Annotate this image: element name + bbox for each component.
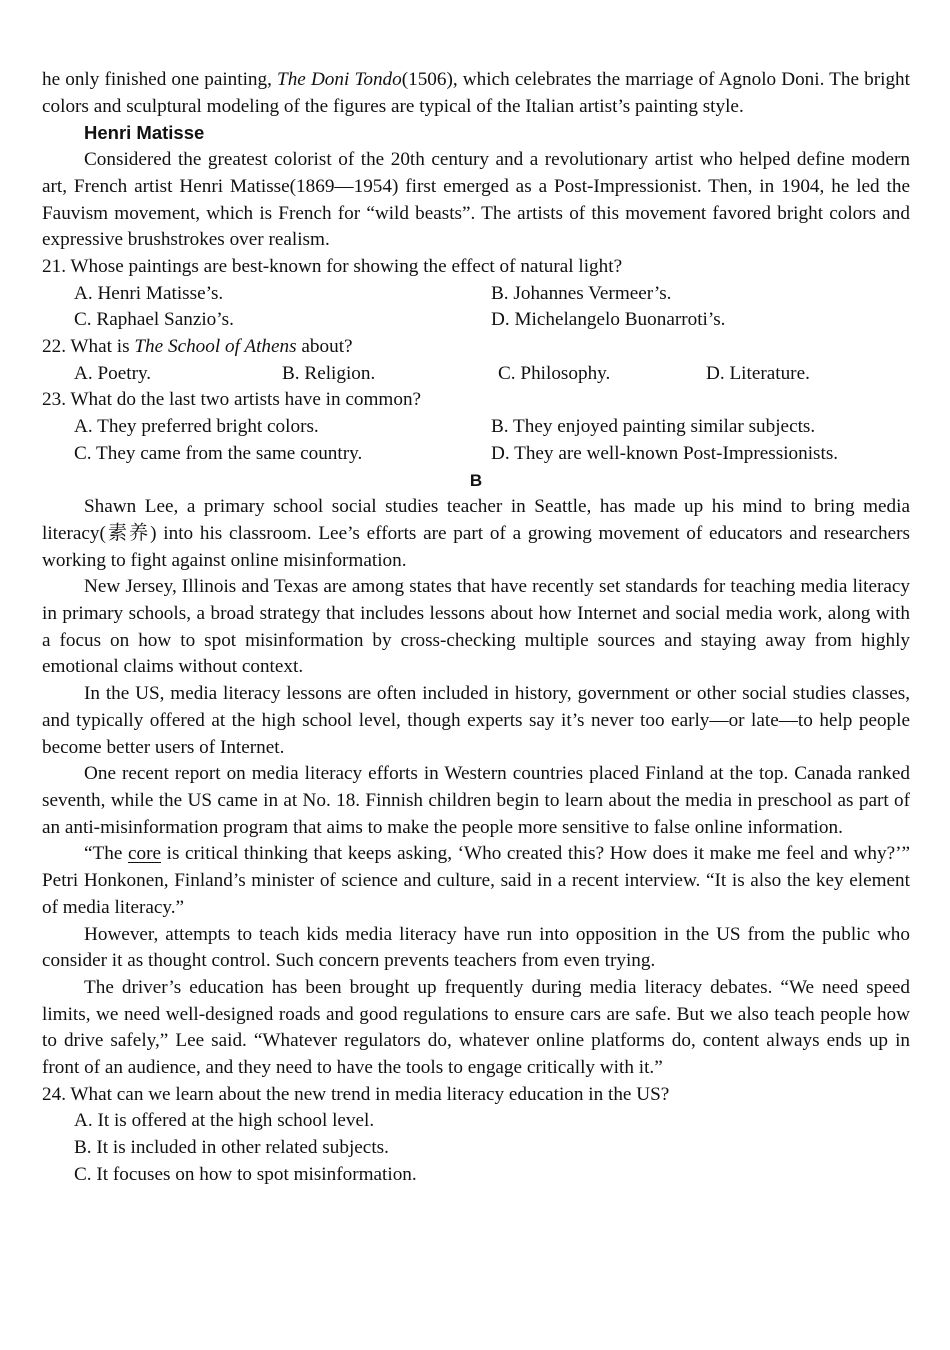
core-para-end: is critical thinking that keeps asking, ‘Who created this? How does it make me feel and why?’” Petri Honkonen, Finland’s minister of science and culture, said in a recent interview. “It is also the key element of media literacy.” (42, 843, 911, 918)
question-24-stem: 24. What can we learn about the new trend in media literacy education in the US? (42, 1083, 670, 1105)
option-21a[interactable]: A. Henri Matisse’s. (74, 282, 224, 304)
passage-b-paragraph-6: However, attempts to teach kids media literacy have run into opposition in the US from the public who consider it as thought control. Such concern prevents teachers from even trying. (42, 923, 910, 972)
passage-b-paragraph-7: The driver’s education has been brought up frequently during media literacy debates. “We need speed limits, we need well-designed roads and good regulations to ensure cars are safe. But we also teach people how to drive safely,” Lee said. “Whatever regulators do, whatever online platforms do, content always ends up in front of an audience, and they need to have the tools to engage critically with it.” (42, 976, 910, 1079)
passage-b-paragraph-3: In the US, media literacy lessons are often included in history, government or other social studies classes, and typically offered at the high school level, though experts say it’s never too early—or late—to help people become better users of Internet. (42, 683, 910, 758)
question-22-stem (42, 334, 910, 361)
option-23a[interactable]: A. They preferred bright colors. (74, 416, 319, 438)
doni-title: The Doni Tondo (277, 69, 402, 90)
question-22-options (42, 361, 910, 388)
question-23-options-row-1 (42, 414, 910, 441)
question-21-options-row-2 (42, 307, 910, 334)
page-content (42, 67, 910, 1189)
option-24a[interactable]: A. It is offered at the high school level. (74, 1110, 375, 1132)
question-23-stem: 23. What do the last two artists have in common? (42, 389, 422, 411)
core-para-start: “The (84, 843, 123, 865)
option-24c[interactable]: C. It focuses on how to spot misinformation. (74, 1163, 417, 1185)
question-21-stem: 21. Whose paintings are best-known for showing the effect of natural light? (42, 255, 623, 277)
doni-text-end: (1506), which celebrates the marriage of Agnolo Doni. The bright colors and sculptural modeling of the figures are typical of the Italian artist’s painting style. (42, 69, 910, 117)
option-21b[interactable]: B. Johannes Vermeer’s. (491, 282, 672, 304)
option-24b[interactable]: B. It is included in other related subjects. (74, 1137, 389, 1159)
passage-b-paragraph-1: Shawn Lee, a primary school social studies teacher in Seattle, has made up his mind to bring media literacy(素养) into his classroom. Lee’s efforts are part of a growing movement of educators and researchers working to fight against online misinformation. (42, 496, 910, 571)
passage-b-paragraph-5 (42, 841, 910, 921)
matisse-paragraph: Considered the greatest colorist of the 20th century and a revolutionary artist who helped define modern art, French artist Henri Matisse(1869—1954) first emerged as a Post-Impressionist. Then, in 1904, he led the Fauvism movement, which is French for “wild beasts”. The artists of this movement favored bright colors and expressive brushstrokes over realism. (42, 149, 910, 251)
q22-stem-end: about? (301, 336, 353, 358)
doni-paragraph (42, 67, 910, 120)
option-22c[interactable]: C. Philosophy. (498, 362, 611, 384)
option-23d[interactable]: D. They are well-known Post-Impressionists. (491, 442, 839, 464)
option-23b[interactable]: B. They enjoyed painting similar subjects. (491, 416, 816, 438)
option-21d[interactable]: D. Michelangelo Buonarroti’s. (491, 309, 726, 331)
underlined-word-core: core (127, 843, 161, 865)
option-22d[interactable]: D. Literature. (706, 362, 810, 384)
question-21-options-row-1 (42, 281, 910, 308)
option-22b[interactable]: B. Religion. (282, 362, 376, 384)
q22-stem-title: The School of Athens (134, 336, 297, 358)
passage-b-paragraph-4: One recent report on media literacy efforts in Western countries placed Finland at the top. Canada ranked seventh, while the US came in at No. 18. Finnish children begin to learn about the media in preschool as part of an anti-misinformation program that aims to make the people more sensitive to false online information. (42, 763, 910, 838)
q22-stem-start: 22. What is (42, 336, 130, 358)
doni-text-start: he only finished one painting, (42, 69, 272, 90)
option-23c[interactable]: C. They came from the same country. (74, 442, 363, 464)
option-21c[interactable]: C. Raphael Sanzio’s. (74, 309, 234, 331)
section-b-label: B (469, 470, 483, 490)
question-23-options-row-2 (42, 441, 910, 468)
passage-b-paragraph-2: New Jersey, Illinois and Texas are among states that have recently set standards for teaching media literacy in primary schools, a broad strategy that includes lessons about how Internet and social media work, along with a focus on how to spot misinformation by cross-checking multiple sources and staying away from highly emotional claims without context. (42, 576, 910, 678)
matisse-heading: Henri Matisse (84, 122, 205, 144)
option-22a[interactable]: A. Poetry. (74, 362, 152, 384)
